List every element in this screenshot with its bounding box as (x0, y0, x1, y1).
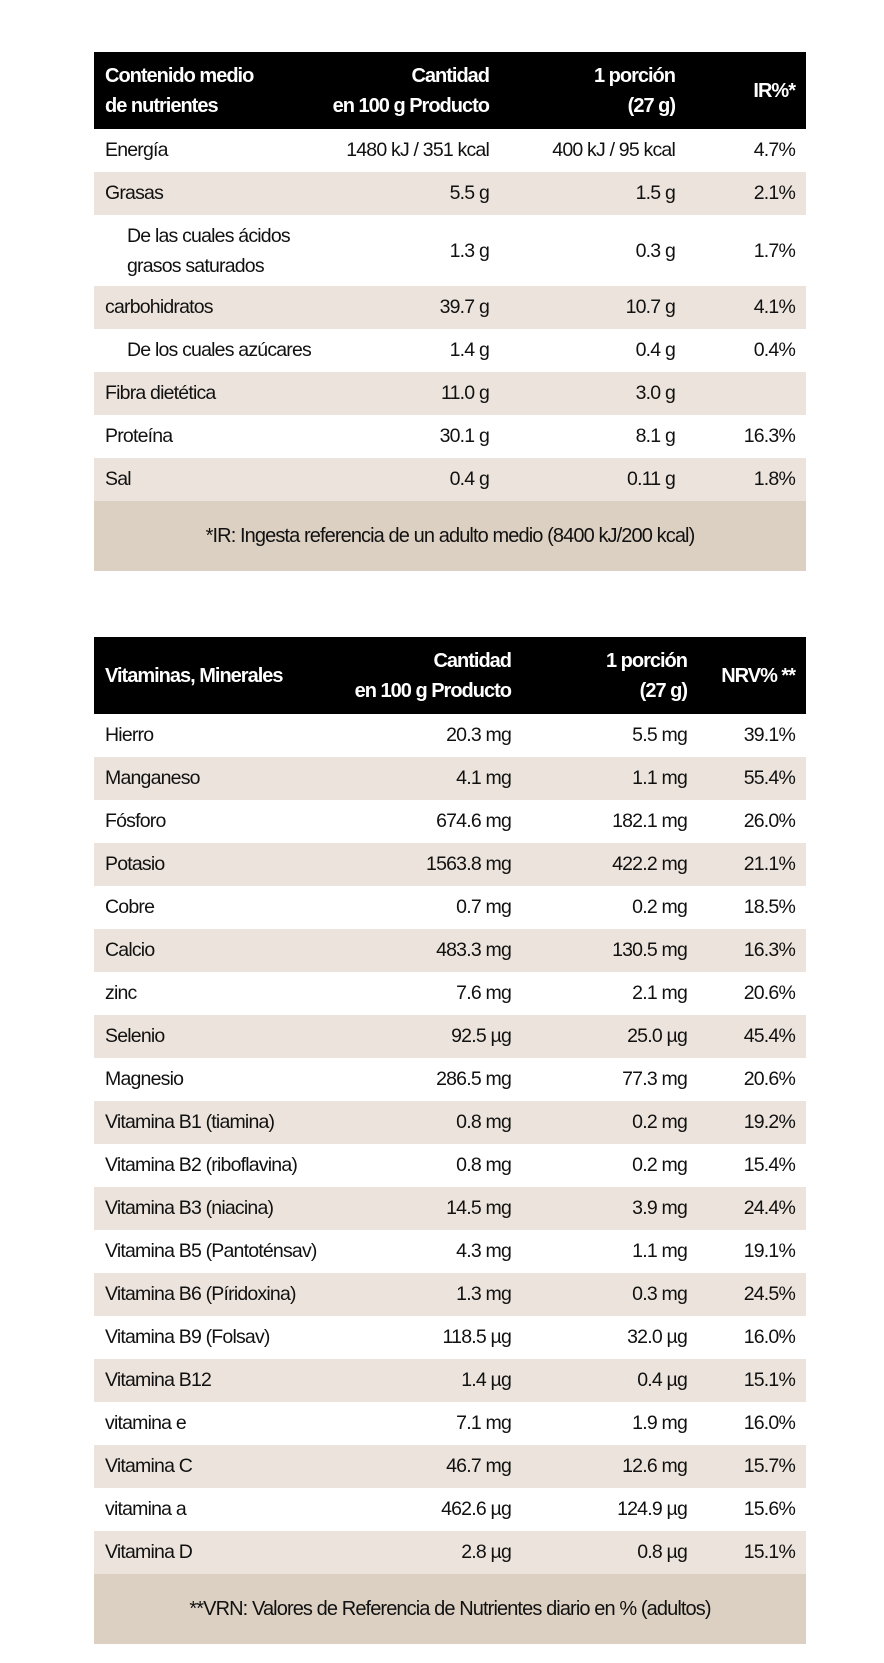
per100-value: 14.5 mg (446, 1197, 511, 1219)
portion-value: 10.7 g (625, 296, 675, 318)
nrv-percent: 20.6% (743, 1068, 795, 1090)
table-row (94, 415, 806, 458)
per100-value: 0.8 mg (456, 1111, 511, 1133)
header-nutrient-col (94, 61, 294, 121)
portion-value: 0.2 mg (632, 1111, 687, 1133)
portion-value: 3.0 g (635, 382, 675, 404)
table-row (94, 843, 806, 886)
per100-value: 2.8 µg (461, 1541, 511, 1563)
portion-value: 32.0 µg (627, 1326, 687, 1348)
vitamins-table-header (94, 637, 806, 714)
portion-value: 422.2 mg (612, 853, 687, 875)
header-text: 1 porción (605, 649, 687, 672)
table-row (94, 1445, 806, 1488)
nrv-percent: 55.4% (743, 767, 795, 789)
ir-percent: 4.7% (753, 139, 795, 161)
vitamins-table-body (94, 714, 806, 1574)
table-row (94, 886, 806, 929)
per100-value: 286.5 mg (436, 1068, 511, 1090)
table-row (94, 1273, 806, 1316)
portion-value: 5.5 mg (632, 724, 687, 746)
portion-value: 1.1 mg (632, 767, 687, 789)
nrv-percent: 16.0% (743, 1412, 795, 1434)
nutrient-name: Vitamina B1 (tiamina) (105, 1111, 275, 1133)
per100-value: 0.4 g (449, 468, 489, 490)
per100-value: 483.3 mg (436, 939, 511, 961)
nutrient-name: Vitamina B6 (Píridoxina) (105, 1283, 296, 1305)
nutrient-name: Vitamina D (105, 1541, 193, 1563)
per100-value: 1.4 µg (461, 1369, 511, 1391)
ir-percent: 16.3% (743, 425, 795, 447)
per100-value: 30.1 g (439, 425, 489, 447)
portion-value: 8.1 g (635, 425, 675, 447)
per100-value: 4.1 mg (456, 767, 511, 789)
nutrient-name: Grasas (105, 182, 164, 204)
header-text: en 100 g Producto (332, 94, 489, 117)
table-row (94, 172, 806, 215)
per100-value: 0.8 mg (456, 1154, 511, 1176)
nrv-percent: 15.6% (743, 1498, 795, 1520)
table-row (94, 929, 806, 972)
nrv-percent: 18.5% (743, 896, 795, 918)
portion-value: 124.9 µg (617, 1498, 687, 1520)
nutrient-name: Vitamina B9 (Folsav) (105, 1326, 270, 1348)
header-text: Cantidad (411, 64, 489, 87)
vitamins-minerals-table (94, 637, 806, 1644)
nrv-percent: 19.2% (743, 1111, 795, 1133)
nrv-percent: 15.1% (743, 1369, 795, 1391)
portion-value: 1.1 mg (632, 1240, 687, 1262)
table-row (94, 1359, 806, 1402)
header-text: Contenido medio (105, 64, 254, 87)
nutrition-table-header (94, 52, 806, 129)
nutrient-name: Hierro (105, 724, 154, 746)
table-row (94, 215, 806, 286)
nutrient-name: Sal (105, 468, 131, 490)
nrv-percent: 26.0% (743, 810, 795, 832)
nutrient-name: Vitamina B12 (105, 1369, 212, 1391)
nrv-percent: 21.1% (743, 853, 795, 875)
portion-value: 0.11 g (627, 468, 675, 490)
portion-value: 1.9 mg (632, 1412, 687, 1434)
portion-value: 3.9 mg (632, 1197, 687, 1219)
header-text: en 100 g Producto (354, 679, 511, 702)
nrv-percent: 24.5% (743, 1283, 795, 1305)
portion-value: 0.8 µg (637, 1541, 687, 1563)
ir-percent: 4.1% (753, 296, 795, 318)
nutrient-name: Vitamina C (105, 1455, 193, 1477)
table-row (94, 286, 806, 329)
nutrient-name: Calcio (105, 939, 155, 961)
portion-value: 130.5 mg (612, 939, 687, 961)
per100-value: 20.3 mg (446, 724, 511, 746)
nrv-percent: 16.0% (743, 1326, 795, 1348)
table-row (94, 1531, 806, 1574)
portion-value: 182.1 mg (612, 810, 687, 832)
table-row (94, 329, 806, 372)
portion-value: 0.3 mg (632, 1283, 687, 1305)
nutrient-name: Vitamina B5 (Pantoténsav) (105, 1240, 317, 1262)
portion-value: 12.6 mg (622, 1455, 687, 1477)
ir-percent: 2.1% (753, 182, 795, 204)
nutrient-name: vitamina a (105, 1498, 186, 1520)
nutrient-name (94, 221, 294, 281)
per100-value: 11.0 g (441, 382, 489, 404)
per100-value: 1480 kJ / 351 kcal (346, 139, 489, 161)
nutrition-table (94, 52, 806, 571)
table-footnote: **VRN: Valores de Referencia de Nutrientes diario en % (adultos) (94, 1574, 806, 1644)
nutrient-name: vitamina e (105, 1412, 186, 1434)
per100-value: 1563.8 mg (426, 853, 511, 875)
nutrient-name: Selenio (105, 1025, 165, 1047)
nrv-percent: 19.1% (743, 1240, 795, 1262)
nutrient-name: zinc (105, 982, 137, 1004)
table-row (94, 1316, 806, 1359)
header-per100-col (309, 646, 511, 706)
header-ir-col: IR%* (753, 79, 795, 102)
per100-value: 7.6 mg (456, 982, 511, 1004)
table-row (94, 1058, 806, 1101)
header-portion-col (511, 646, 687, 706)
nutrient-name-line: De las cuales ácidos (127, 224, 290, 247)
nutrient-name: Fibra dietética (105, 382, 216, 404)
portion-value: 25.0 µg (627, 1025, 687, 1047)
header-portion-col (489, 61, 675, 121)
per100-value: 5.5 g (449, 182, 489, 204)
portion-value: 0.4 µg (637, 1369, 687, 1391)
portion-value: 400 kJ / 95 kcal (552, 139, 675, 161)
per100-value: 462.6 µg (441, 1498, 511, 1520)
nrv-percent: 45.4% (743, 1025, 795, 1047)
table-row (94, 1402, 806, 1445)
header-text: (27 g) (639, 679, 687, 702)
table-row (94, 1101, 806, 1144)
table-row (94, 1187, 806, 1230)
nrv-percent: 24.4% (743, 1197, 795, 1219)
nrv-percent: 15.7% (743, 1455, 795, 1477)
nutrient-name: Vitamina B3 (niacina) (105, 1197, 274, 1219)
table-row (94, 757, 806, 800)
nrv-percent: 16.3% (743, 939, 795, 961)
nutrient-name: Proteína (105, 425, 173, 447)
nutrient-name: Potasio (105, 853, 165, 875)
header-per100-col (294, 61, 489, 121)
per100-value: 0.7 mg (456, 896, 511, 918)
nutrient-name: Cobre (105, 896, 155, 918)
nrv-percent: 39.1% (743, 724, 795, 746)
header-vitamin-col: Vitaminas, Minerales (105, 664, 283, 687)
table-row (94, 714, 806, 757)
nutrient-name: carbohidratos (105, 296, 213, 318)
per100-value: 118.5 µg (442, 1326, 511, 1348)
per100-value: 1.3 mg (456, 1283, 511, 1305)
per100-value: 4.3 mg (456, 1240, 511, 1262)
per100-value: 39.7 g (439, 296, 489, 318)
nrv-percent: 15.1% (743, 1541, 795, 1563)
nutrient-name: Vitamina B2 (riboflavina) (105, 1154, 298, 1176)
header-text: (27 g) (627, 94, 675, 117)
table-row (94, 372, 806, 415)
nrv-percent: 20.6% (743, 982, 795, 1004)
table-row (94, 458, 806, 501)
nutrient-name: Energía (105, 139, 168, 161)
portion-value: 1.5 g (635, 182, 675, 204)
header-text: de nutrientes (105, 94, 218, 117)
per100-value: 92.5 µg (451, 1025, 511, 1047)
nutrient-name: Fósforo (105, 810, 166, 832)
portion-value: 77.3 mg (622, 1068, 687, 1090)
ir-percent: 1.8% (753, 468, 795, 490)
per100-value: 674.6 mg (436, 810, 511, 832)
table-row (94, 800, 806, 843)
nutrient-name-line: grasos saturados (127, 254, 264, 277)
nrv-percent: 15.4% (743, 1154, 795, 1176)
per100-value: 1.3 g (449, 239, 489, 262)
per100-value: 1.4 g (449, 339, 489, 361)
per100-value: 7.1 mg (456, 1412, 511, 1434)
ir-percent: 0.4% (753, 339, 795, 361)
table-row (94, 972, 806, 1015)
nutrient-name: Manganeso (105, 767, 200, 789)
header-text: Cantidad (433, 649, 511, 672)
table-row (94, 1488, 806, 1531)
ir-percent: 1.7% (753, 239, 795, 262)
header-nrv-col: NRV% ** (721, 664, 795, 687)
nutrient-name: De los cuales azúcares (127, 339, 311, 361)
nutrient-name: Magnesio (105, 1068, 184, 1090)
table-row (94, 129, 806, 172)
table-footnote: *IR: Ingesta referencia de un adulto medio (8400 kJ/200 kcal) (94, 501, 806, 571)
portion-value: 0.4 g (635, 339, 675, 361)
portion-value: 0.2 mg (632, 896, 687, 918)
header-text: 1 porción (593, 64, 675, 87)
portion-value: 0.2 mg (632, 1154, 687, 1176)
table-row (94, 1144, 806, 1187)
table-row (94, 1230, 806, 1273)
portion-value: 2.1 mg (632, 982, 687, 1004)
table-row (94, 1015, 806, 1058)
portion-value: 0.3 g (635, 239, 675, 262)
per100-value: 46.7 mg (446, 1455, 511, 1477)
